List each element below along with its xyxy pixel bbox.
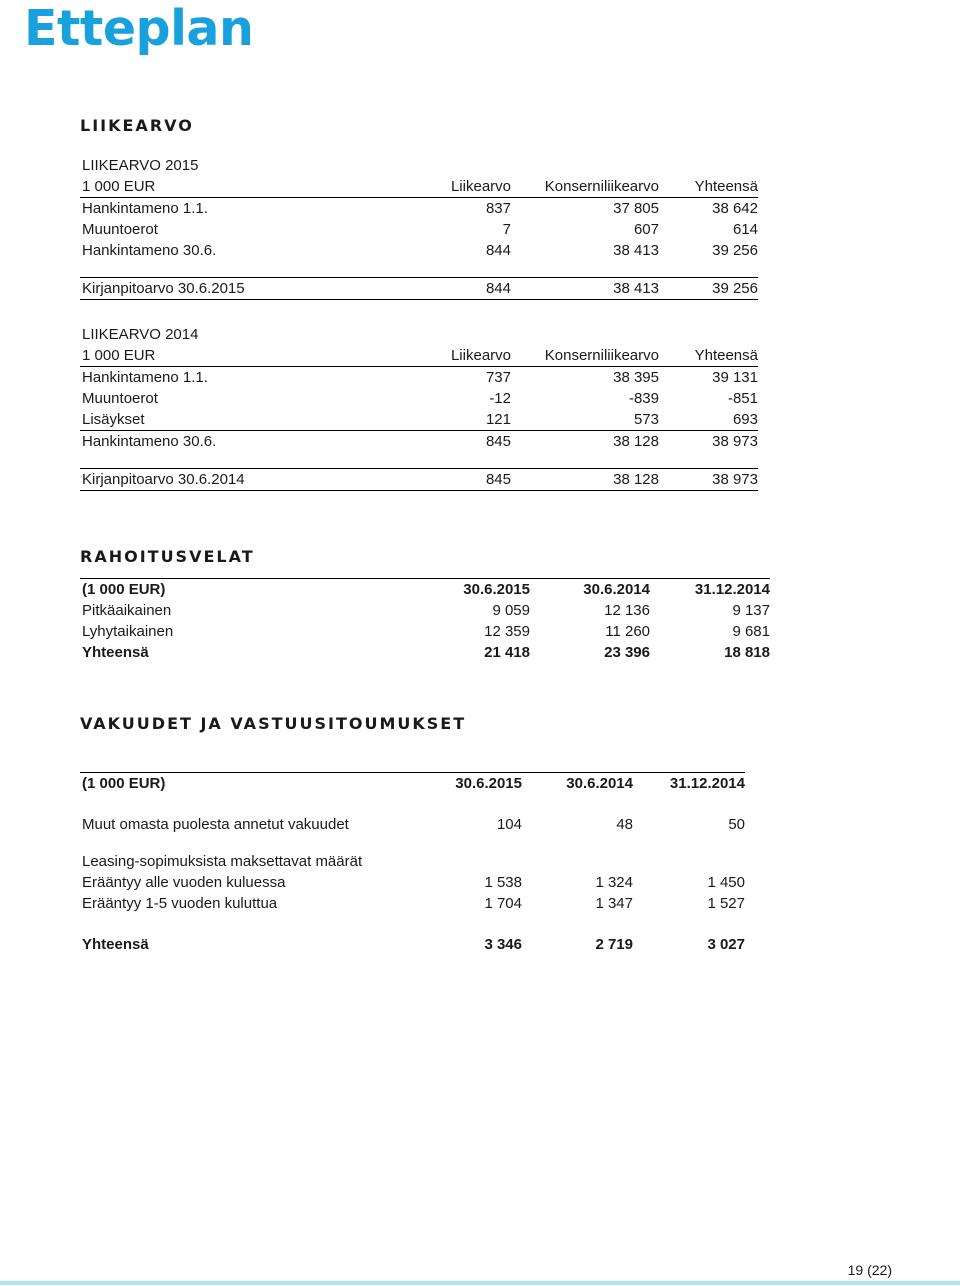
cell-value: -851: [727, 390, 758, 407]
cell-value: 844: [485, 242, 511, 259]
row-label: Lisäykset: [80, 409, 435, 431]
spacer: [80, 794, 745, 814]
total-value: 844: [435, 278, 511, 300]
row-label: Muuntoerot: [82, 221, 158, 238]
table-row: [80, 219, 758, 240]
row-label: Hankintameno 30.6.: [82, 242, 217, 259]
rahoitusvelat-table: [80, 578, 770, 663]
total-value: 3 346: [484, 936, 522, 953]
header-date: 30.6.2014: [522, 773, 633, 795]
header-liikearvo: Liikearvo: [435, 345, 511, 367]
table-header-row: [80, 176, 758, 198]
etteplan-logo: Etteplan: [24, 0, 254, 57]
table-caption-row: [80, 155, 758, 176]
row-label: Lyhytaikainen: [82, 623, 174, 640]
total-value: 23 396: [604, 644, 650, 661]
spacer: [80, 452, 758, 469]
table-header-row: [80, 345, 758, 367]
table-total-row: [80, 278, 758, 300]
header-unit: 1 000 EUR: [80, 345, 435, 367]
cell-value: 737: [485, 369, 511, 386]
cell-value: 12 359: [484, 623, 530, 640]
cell-value: 9 059: [492, 602, 530, 619]
cell-value: 9 137: [732, 602, 770, 619]
header-yhteensa: Yhteensä: [659, 176, 758, 198]
table-row: [80, 872, 745, 893]
table-row: [80, 621, 770, 642]
cell-value: -839: [628, 390, 659, 407]
header-unit: 1 000 EUR: [80, 176, 435, 198]
table-row: [80, 388, 758, 409]
total-value: 2 719: [595, 936, 633, 953]
table-total-row: [80, 469, 758, 491]
header-yhteensa: Yhteensä: [659, 345, 758, 367]
spacer: [80, 261, 758, 278]
table-caption-row: [80, 324, 758, 345]
vakuudet-table: [80, 772, 745, 955]
total-value: 38 973: [659, 469, 758, 491]
header-unit: (1 000 EUR): [80, 579, 435, 601]
total-value: 21 418: [484, 644, 530, 661]
cell-value: 845: [485, 433, 511, 450]
cell-value: 38 395: [613, 369, 659, 386]
total-value: 845: [435, 469, 511, 491]
total-value: 3 027: [707, 936, 745, 953]
cell-value: 48: [616, 816, 633, 833]
row-label: Hankintameno 1.1.: [82, 369, 208, 386]
table-caption: LIIKEARVO 2015: [82, 157, 199, 174]
section-title-vakuudet: VAKUUDET JA VASTUUSITOUMUKSET: [80, 714, 467, 733]
footer-divider: [0, 1281, 960, 1285]
table-header-row: [80, 773, 745, 795]
table-row: [80, 198, 758, 220]
cell-value: 1 450: [707, 874, 745, 891]
section-title-liikearvo: LIIKEARVO: [80, 116, 194, 135]
header-date: 30.6.2014: [530, 579, 650, 601]
header-date: 30.6.2015: [435, 579, 530, 601]
cell-value: 7: [502, 221, 511, 238]
cell-value: 37 805: [613, 200, 659, 217]
cell-value: 607: [633, 221, 659, 238]
total-label: Kirjanpitoarvo 30.6.2014: [80, 469, 435, 491]
table-row: [80, 367, 758, 389]
total-value: 38 128: [511, 469, 659, 491]
total-label: Yhteensä: [82, 644, 149, 661]
row-label: Hankintameno 30.6.: [82, 433, 217, 450]
spacer-row: [80, 794, 745, 814]
cell-value: 1 347: [595, 895, 633, 912]
spacer-row: [80, 835, 745, 851]
cell-value: 104: [496, 816, 522, 833]
cell-value: -12: [489, 390, 511, 407]
header-konserniliikearvo: Konserniliikearvo: [511, 345, 659, 367]
cell-value: 121: [435, 409, 511, 431]
cell-value: 614: [732, 221, 758, 238]
cell-value: 1 704: [484, 895, 522, 912]
cell-value: 11 260: [605, 623, 650, 640]
spacer-row: [80, 261, 758, 278]
table-row: [80, 600, 770, 621]
cell-value: 9 681: [732, 623, 770, 640]
section-title-rahoitusvelat: RAHOITUSVELAT: [80, 547, 255, 566]
cell-value: 38 642: [712, 200, 758, 217]
spacer: [80, 835, 745, 851]
header-date: 30.6.2015: [450, 773, 522, 795]
cell-value: 39 131: [712, 369, 758, 386]
row-label: Erääntyy 1-5 vuoden kuluttua: [82, 895, 278, 912]
table-row: [80, 409, 758, 431]
table-total-row: [80, 934, 745, 955]
row-label: Hankintameno 1.1.: [82, 200, 208, 217]
cell-value: 38 128: [613, 433, 659, 450]
table-row: [80, 851, 745, 872]
cell-value: 693: [659, 409, 758, 431]
header-konserniliikearvo: Konserniliikearvo: [511, 176, 659, 198]
header-liikearvo: Liikearvo: [435, 176, 511, 198]
table-row: [80, 431, 758, 453]
header-date: 31.12.2014: [650, 579, 770, 601]
liikearvo-2014-table: [80, 324, 758, 491]
header-unit: (1 000 EUR): [80, 773, 450, 795]
cell-value: 1 538: [484, 874, 522, 891]
cell-value: 12 136: [604, 602, 650, 619]
cell-value: 50: [728, 816, 745, 833]
row-label: Pitkäaikainen: [82, 602, 172, 619]
table-caption: LIIKEARVO 2014: [82, 326, 199, 343]
spacer-row: [80, 914, 745, 934]
total-label: Yhteensä: [82, 936, 149, 953]
cell-value: 1 324: [595, 874, 633, 891]
total-label: Kirjanpitoarvo 30.6.2015: [80, 278, 435, 300]
spacer-row: [80, 452, 758, 469]
cell-value: 38 413: [613, 242, 659, 259]
table-total-row: [80, 642, 770, 663]
header-date: 31.12.2014: [633, 773, 745, 795]
table-row: [80, 240, 758, 261]
cell-value: 1 527: [707, 895, 745, 912]
cell-value: 38 973: [712, 433, 758, 450]
total-value: 18 818: [724, 644, 770, 661]
total-value: 39 256: [659, 278, 758, 300]
cell-value: 837: [485, 200, 511, 217]
total-value: 38 413: [511, 278, 659, 300]
table-header-row: [80, 579, 770, 601]
liikearvo-2015-table: [80, 155, 758, 300]
page-number: 19 (22): [847, 1262, 892, 1278]
table-row: [80, 814, 745, 835]
row-label: Erääntyy alle vuoden kuluessa: [82, 874, 286, 891]
row-label: Muuntoerot: [82, 390, 158, 407]
row-label: Muut omasta puolesta annetut vakuudet: [82, 816, 349, 833]
leasing-label: Leasing-sopimuksista maksettavat määrät: [82, 853, 363, 870]
cell-value: 39 256: [712, 242, 758, 259]
cell-value: 573: [511, 409, 659, 431]
spacer: [80, 914, 745, 934]
table-row: [80, 893, 745, 914]
